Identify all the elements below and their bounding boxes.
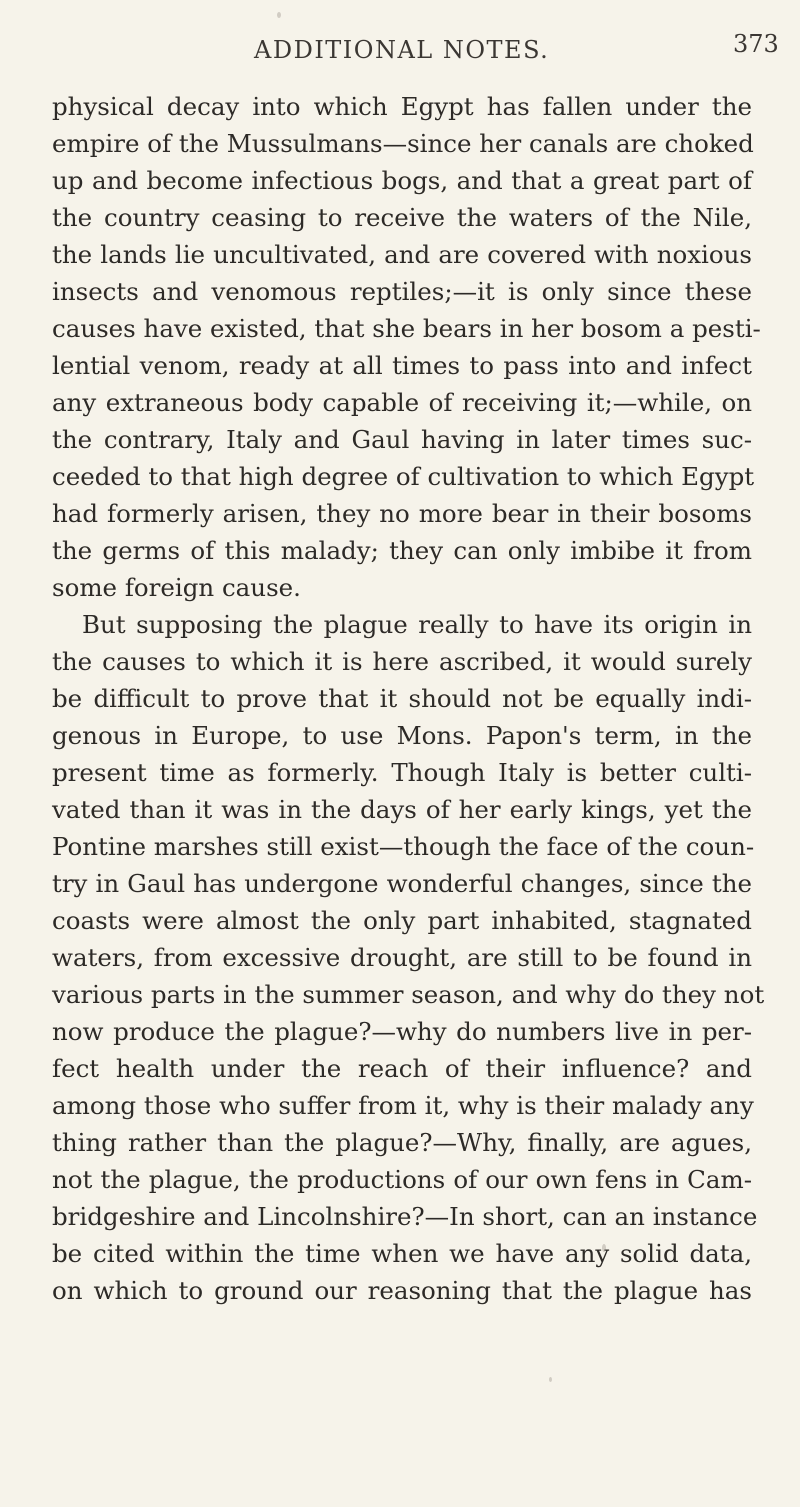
text-line: not the plague, the productions of our own fens in Cam- (52, 1165, 752, 1194)
text-line: fect health under the reach of their influence? and (52, 1054, 752, 1083)
text-line: be difficult to prove that it should not be equally indi- (52, 684, 752, 713)
text-line: various parts in the summer season, and why do they not (52, 980, 765, 1009)
text-line: genous in Europe, to use Mons. Papon's term, in the (52, 721, 752, 750)
running-header (0, 30, 800, 76)
text-line: bridgeshire and Lincolnshire?—In short, can an instance (52, 1202, 758, 1231)
text-line: present time as formerly. Though Italy is better culti- (52, 758, 752, 787)
paper-speck (549, 1377, 552, 1382)
paper-speck (277, 12, 281, 18)
paragraph-end-line: some foreign cause. (52, 573, 301, 602)
body-text (52, 88, 765, 1309)
text-line: had formerly arisen, they no more bear in their bosoms (52, 499, 752, 528)
text-line: coasts were almost the only part inhabited, stagnated (52, 906, 752, 935)
text-line: the contrary, Italy and Gaul having in later times suc- (52, 425, 752, 454)
text-line: up and become infectious bogs, and that a great part of (52, 166, 752, 195)
text-line: among those who suffer from it, why is their malady any (52, 1091, 754, 1120)
text-line: on which to ground our reasoning that the plague has (52, 1276, 752, 1305)
running-title: ADDITIONAL NOTES. (254, 36, 550, 64)
text-line: physical decay into which Egypt has fallen under the (52, 92, 752, 121)
text-line: lential venom, ready at all times to pass into and infect (52, 351, 752, 380)
text-line: now produce the plague?—why do numbers live in per- (52, 1017, 752, 1046)
text-line: causes have existed, that she bears in her bosom a pesti- (52, 314, 761, 343)
text-line: the germs of this malady; they can only imbibe it from (52, 536, 752, 565)
text-line: the lands lie uncultivated, and are covered with noxious (52, 240, 752, 269)
text-line: ceeded to that high degree of cultivation to which Egypt (52, 462, 755, 491)
text-line: the causes to which it is here ascribed, it would surely (52, 647, 752, 676)
page-number: 373 (733, 30, 779, 58)
paper-speck (602, 1244, 606, 1252)
text-line: Pontine marshes still exist—though the face of the coun- (52, 832, 755, 861)
text-line: the country ceasing to receive the waters of the Nile, (52, 203, 752, 232)
text-line: empire of the Mussulmans—since her canals are choked (52, 129, 754, 158)
text-line: any extraneous body capable of receiving it;—while, on (52, 388, 752, 417)
text-line: thing rather than the plague?—Why, finally, are agues, (52, 1128, 752, 1157)
paragraph-start-line: But supposing the plague really to have its origin in (82, 610, 752, 639)
text-line: be cited within the time when we have any solid data, (52, 1239, 752, 1268)
text-line: try in Gaul has undergone wonderful changes, since the (52, 869, 752, 898)
text-line: vated than it was in the days of her early kings, yet the (52, 795, 752, 824)
text-line: insects and venomous reptiles;—it is only since these (52, 277, 752, 306)
text-line: waters, from excessive drought, are still to be found in (52, 943, 752, 972)
